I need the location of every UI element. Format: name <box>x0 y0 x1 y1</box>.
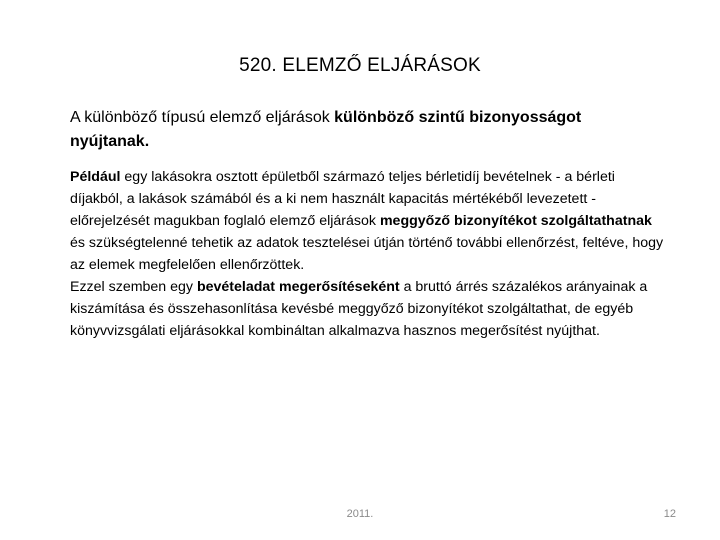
footer-date: 2011. <box>346 508 374 520</box>
example-paragraph <box>70 166 670 276</box>
example-text-1: egy lakásokra osztott épületből származó teljes bérletidíj bevételnek - a bérleti díjakból, a lakások számából és a ki nem használt kapacitás mértékéből levezetett - előrejelzését magukban foglaló elemző eljárások <box>70 169 615 229</box>
slide-title: 520. ELEMZŐ ELJÁRÁSOK <box>239 55 481 76</box>
contrast-paragraph <box>70 276 670 342</box>
lead-statement <box>70 106 660 154</box>
lead-text: A különböző típusú elemző eljárások <box>70 109 335 126</box>
example-emphasis: meggyőző bizonyítékot szolgáltathatnak <box>379 213 652 229</box>
example-text-2: és szükségtelenné tehetik az adatok tesztelései útján történő további ellenőrzést, feltéve, hogy az elemek megfelelően ellenőrzöttek. <box>70 235 664 273</box>
body-text <box>70 166 670 342</box>
page-number: 12 <box>663 508 676 520</box>
lead-emphasis: különböző szintű bizonyosságot nyújtanak. <box>70 109 582 150</box>
example-keyword: Például <box>70 169 121 185</box>
contrast-text-2: a bruttó árrés százalékos arányainak a kiszámítása és összehasonlítása kevésbé meggyőző bizonyítékot szolgáltathat, de egyéb könyvvizsgálati eljárásokkal kombináltan alkalmazva hasznos megerősítést nyújthat. <box>70 279 648 339</box>
contrast-text-1: Ezzel szemben egy <box>70 279 197 295</box>
contrast-emphasis: bevételadat megerősítéseként <box>196 279 400 295</box>
